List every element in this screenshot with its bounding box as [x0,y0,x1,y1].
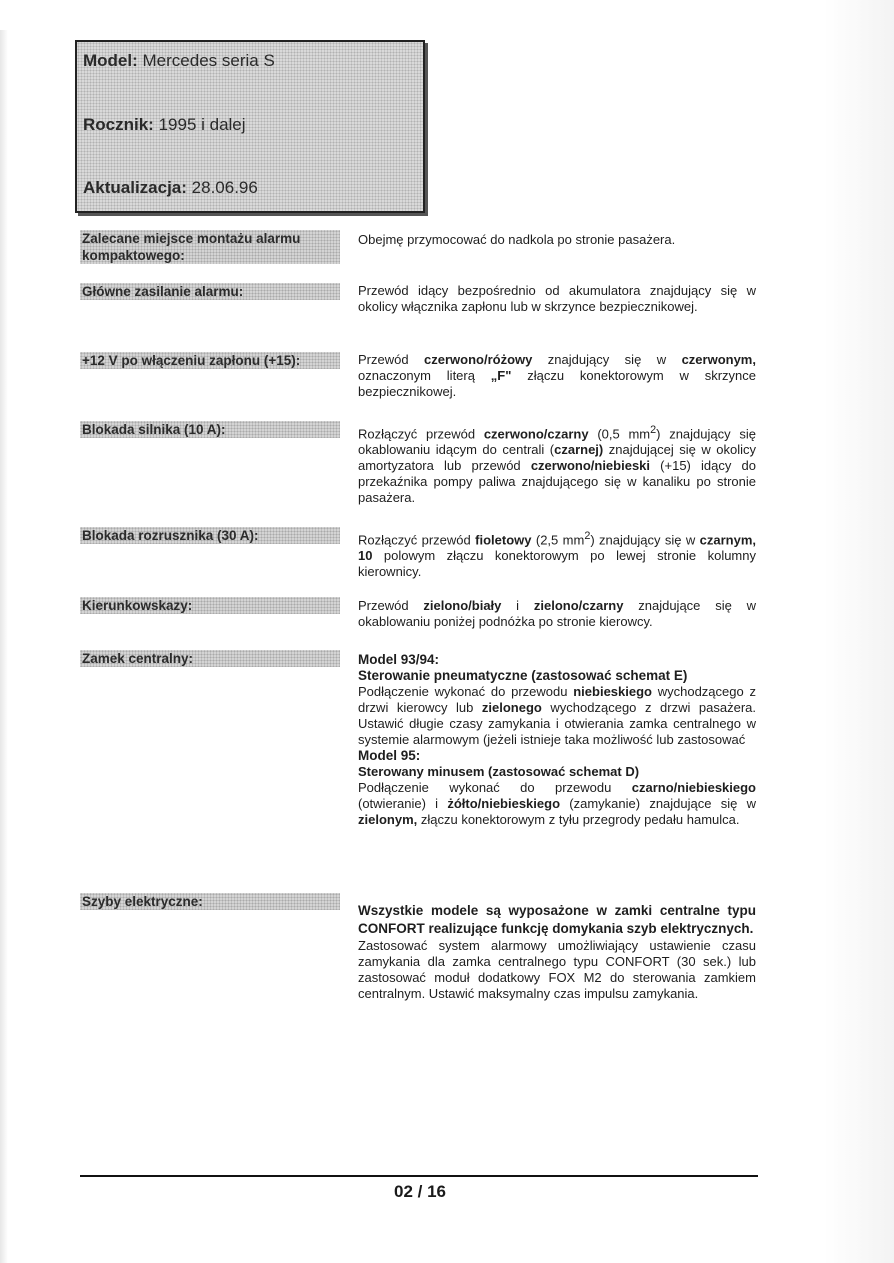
year-value: 1995 i dalej [158,115,246,134]
vehicle-info-box [75,40,425,213]
scan-shadow-left [0,30,8,1263]
year-label: Rocznik: [83,115,154,134]
mount-location-text: Obejmę przymocować do nadkola po stronie pasażera. [358,232,676,247]
indicators-label: Kierunkowskazy: [80,597,340,614]
year-line [83,115,246,135]
update-value: 28.06.96 [191,178,258,197]
engine-block-label: Blokada silnika (10 A): [80,421,340,438]
starter-block-text: Rozłączyć przewód fioletowy (2,5 $mm^2$) znajdujący się w czarnym, 10 polowym złączu konektorowym po lewej stronie kolumny kierownicy. [358,530,756,580]
electric-windows-text [358,902,756,1002]
indicators-text: Przewód zielono/biały i zielono/czarny znajdujące się w okablowaniu poniżej podnóżka po stronie kierowcy. [358,598,756,629]
ignition-text: Przewód czerwono/różowy znajdujący się w czerwonym, oznaczonym literą „F" złączu konektorowym w skrzynce bezpiecznikowej. [358,352,756,399]
central-lock-label: Zamek centralny: [80,650,340,667]
central-lock-paragraph-1: Podłączenie wykonać do przewodu niebieskiego wychodzącego z drzwi kierowcy lub zielonego wychodzącego z drzwi pasażera. Ustawić długie czasy zamykania i otwierania zamka centralnego w systemie alarmowym (jeżeli istnieje taka możliwość lub zastosować [358,684,756,747]
pneumatic-subheading: Sterowanie pneumatyczne (zastosować schemat E) [358,668,688,683]
windows-instructions: Zastosować system alarmowy umożliwiający ustawienie czasu zamykania dla zamka centralnego typu CONFORT (30 sek.) lub zastosować moduł dodatkowy FOX M2 do sterowania zamkiem centralnym. Ustawić maksymalny czas impulsu zamykania. [358,938,756,1001]
ignition-label: +12 V po włączeniu zapłonu (+15): [80,352,340,369]
model-93-94-heading: Model 93/94: [358,652,440,667]
main-power-label: Główne zasilanie alarmu: [80,283,340,300]
footer-divider [80,1175,758,1177]
model-line [83,51,275,71]
starter-block-label: Blokada rozrusznika (30 A): [80,527,340,544]
engine-block-text: Rozłączyć przewód czerwono/czarny (0,5 $mm^2$) znajdujący się okablowaniu idącym do centrali (czarnej) znajdującej się w okolicy amortyzatora lub przewód czerwono/niebieski (+15) idący do przekaźnika pompy paliwa znajdującego się w kanaliku po stronie pasażera. [358,424,756,506]
update-label: Aktualizacja: [83,178,187,197]
central-lock-text [358,652,756,828]
electric-windows-label: Szyby elektryczne: [80,893,340,910]
model-label: Model: [83,51,138,70]
update-line [83,178,258,198]
central-lock-paragraph-2: Podłączenie wykonać do przewodu czarno/niebieskiego (otwieranie) i żółto/niebieskiego (zamykanie) znajdujące się w zielonym, złączu konektorowym z tyłu przegrody pedału hamulca. [358,780,757,827]
minus-control-subheading: Sterowany minusem (zastosować schemat D) [358,764,640,779]
windows-bold-note: Wszystkie modele są wyposażone w zamki centralne typu CONFORT realizujące funkcję domykania szyb elektrycznych. [358,903,756,936]
mount-location-label: Zalecane miejsce montażu alarmu kompaktowego: [80,230,340,264]
main-power-text: Przewód idący bezpośrednio od akumulatora znajdujący się w okolicy włącznika zapłonu lub w skrzynce bezpiecznikowej. [358,283,756,314]
page-number: 02 / 16 [394,1182,446,1201]
model-value: Mercedes seria S [142,51,275,70]
scan-shadow-right [824,0,894,1263]
model-95-heading: Model 95: [358,748,421,763]
